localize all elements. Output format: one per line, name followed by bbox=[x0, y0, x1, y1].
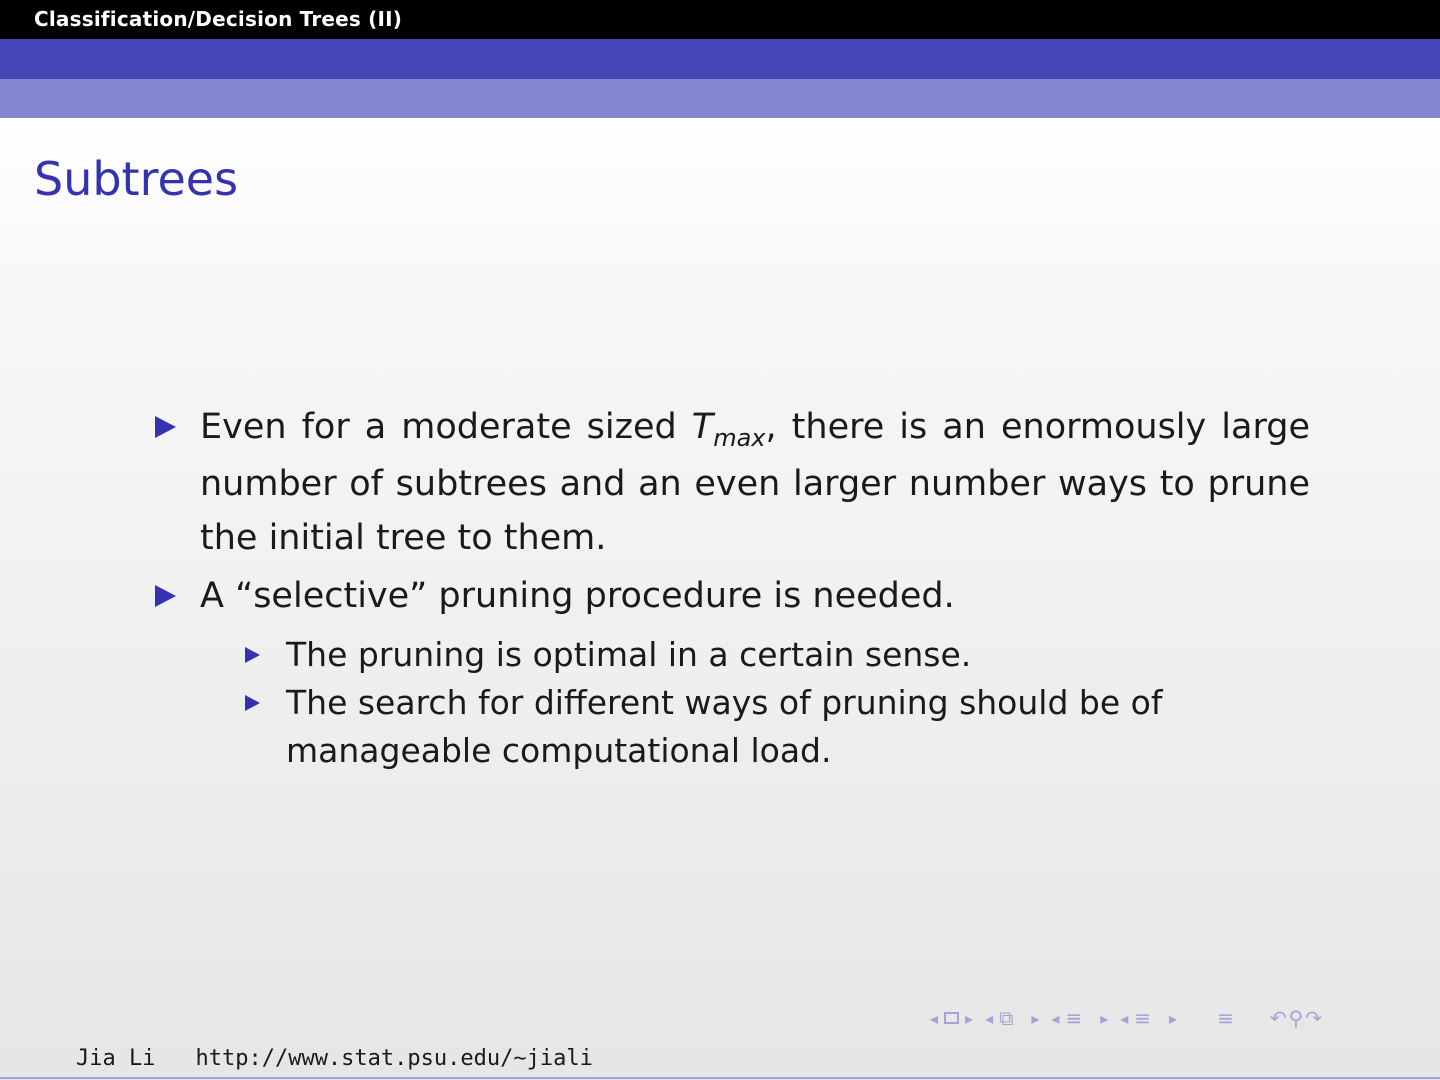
sub-bullet-triangle-icon bbox=[245, 695, 260, 711]
section-title[interactable]: Classification/Decision Trees (II) bbox=[34, 7, 403, 31]
nav-prev-subsection-icon[interactable]: ◂ bbox=[985, 1008, 994, 1028]
header-bar bbox=[0, 0, 1440, 39]
beamer-navigation bbox=[924, 1004, 1334, 1032]
bullet-1-pre: Even for a moderate sized bbox=[200, 407, 692, 447]
bullet-item-1 bbox=[155, 400, 1310, 565]
footer bbox=[76, 1046, 593, 1071]
nav-subsection-icon[interactable]: ⧉ bbox=[999, 1006, 1014, 1030]
nav-part-icon[interactable]: ≡ bbox=[1134, 1006, 1152, 1030]
nav-prev-section-icon[interactable]: ◂ bbox=[1051, 1008, 1060, 1028]
nav-prev-icon[interactable]: ◂ bbox=[930, 1008, 939, 1028]
nav-toc-icon[interactable]: ≡ bbox=[1217, 1006, 1234, 1030]
nav-search-icon[interactable]: ⚲ bbox=[1288, 1006, 1304, 1030]
nav-forward-icon[interactable]: ↷ bbox=[1305, 1006, 1323, 1030]
sub-bullet-triangle-icon bbox=[245, 647, 260, 663]
bullet-item-2 bbox=[155, 569, 1310, 623]
header-band-dark bbox=[0, 39, 1440, 79]
nav-back-icon[interactable]: ↶ bbox=[1269, 1006, 1287, 1030]
header-band-light bbox=[0, 79, 1440, 118]
nav-next-subsection-icon[interactable]: ▸ bbox=[1031, 1008, 1040, 1028]
bullet-list bbox=[155, 400, 1315, 775]
footer-author: Jia Li bbox=[76, 1046, 156, 1071]
footer-rule bbox=[0, 1077, 1440, 1079]
math-t-subscript: max bbox=[713, 424, 766, 452]
bullet-1-post: , there is an enormously large number of subtrees and an even larger number ways to prune the initial tree to them. bbox=[200, 407, 1310, 558]
nav-frame-icon[interactable] bbox=[944, 1012, 959, 1024]
math-t: T bbox=[691, 407, 714, 447]
frame-title: Subtrees bbox=[34, 152, 239, 206]
sub-bullet-item-2 bbox=[243, 679, 1186, 775]
nav-next-section-icon[interactable]: ▸ bbox=[1100, 1008, 1109, 1028]
sub-bullet-1-text: The pruning is optimal in a certain sense. bbox=[286, 635, 972, 674]
nav-next-icon[interactable]: ▸ bbox=[965, 1008, 974, 1028]
bullet-2-text: A “selective” pruning procedure is needed. bbox=[200, 576, 955, 616]
nav-next-part-icon[interactable]: ▸ bbox=[1169, 1008, 1178, 1028]
nav-section-icon[interactable]: ≡ bbox=[1065, 1006, 1083, 1030]
bullet-triangle-icon bbox=[155, 416, 176, 438]
sub-bullet-list bbox=[155, 631, 1315, 775]
sub-bullet-2-text: The search for different ways of pruning should be of manageable computational load. bbox=[286, 683, 1163, 770]
nav-prev-part-icon[interactable]: ◂ bbox=[1120, 1008, 1129, 1028]
bullet-triangle-icon bbox=[155, 585, 176, 607]
footer-url[interactable]: http://www.stat.psu.edu/∼jiali bbox=[195, 1046, 593, 1071]
sub-bullet-item-1 bbox=[243, 631, 1186, 679]
